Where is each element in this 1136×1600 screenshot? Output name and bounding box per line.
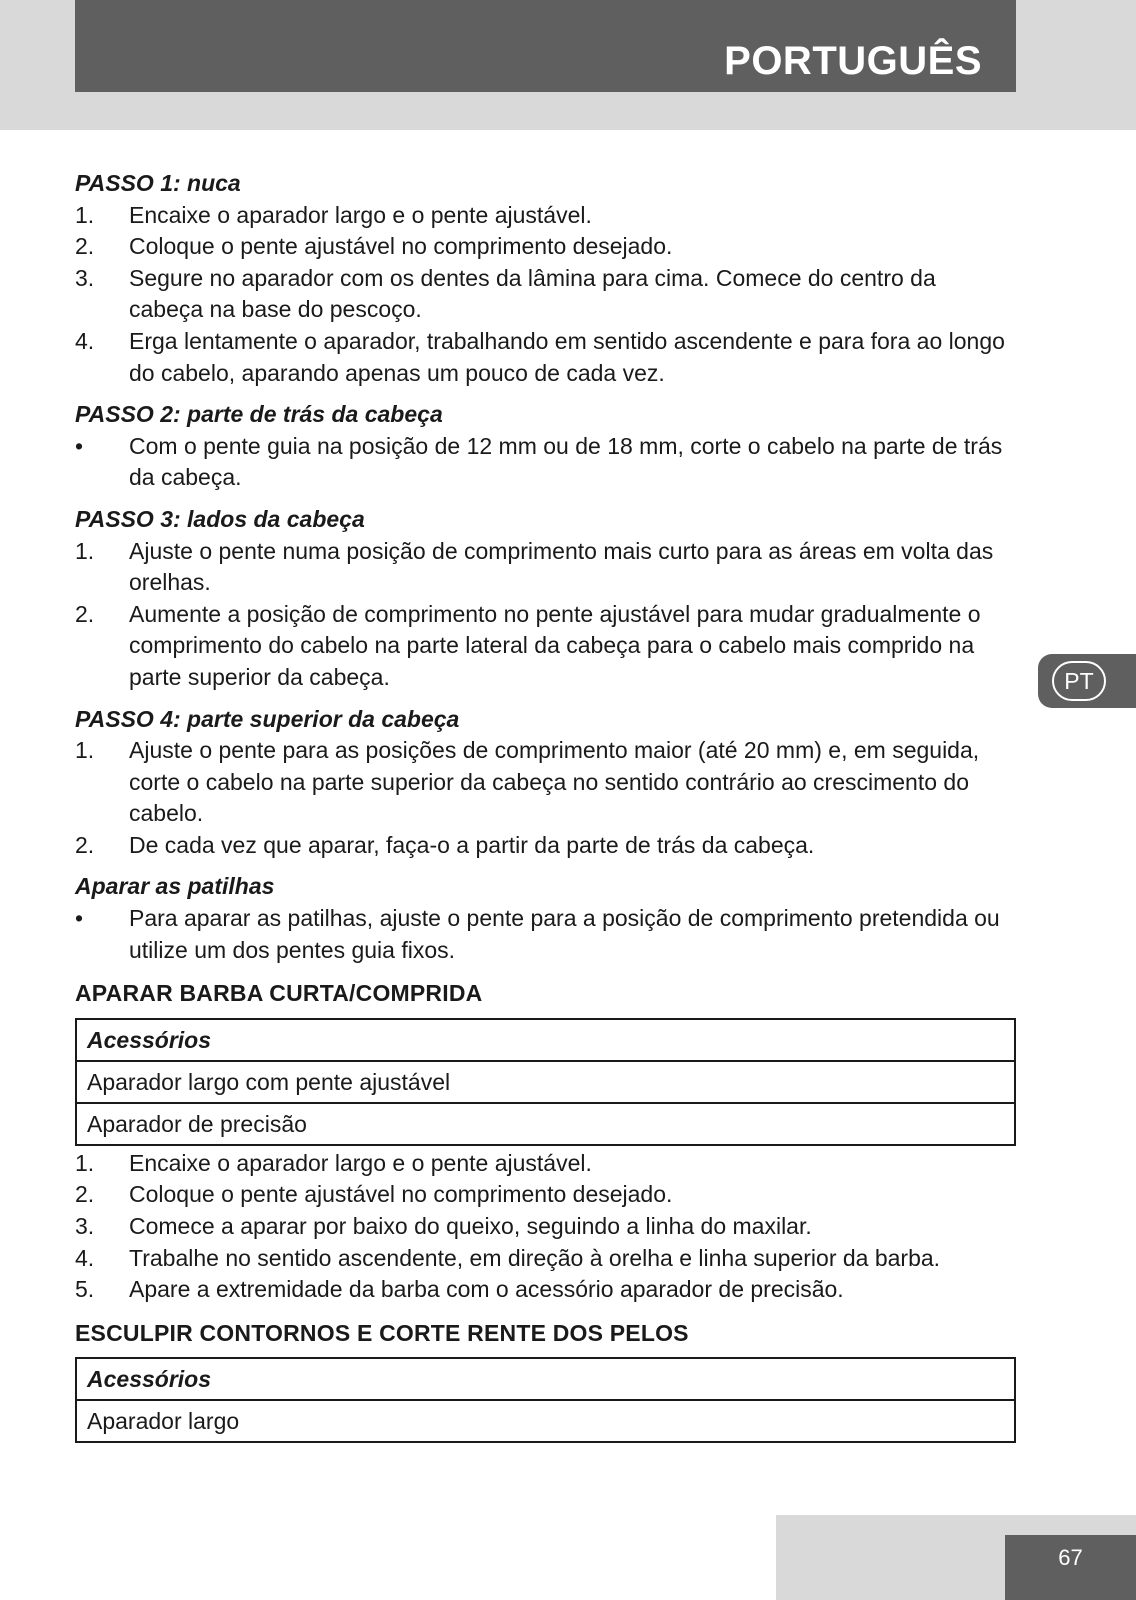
list-item	[75, 1148, 1020, 1180]
list-item	[75, 1243, 1020, 1275]
list-item	[75, 1179, 1020, 1211]
accessories-table	[75, 1357, 1016, 1443]
step-heading: Aparar as patilhas	[75, 873, 275, 900]
list-marker: 2.	[75, 233, 95, 260]
header-bar	[75, 0, 1016, 92]
header-title: PORTUGUÊS	[724, 39, 982, 83]
list-marker: 2.	[75, 600, 95, 627]
list-item	[75, 903, 1020, 966]
list-text: De cada vez que aparar, faça-o a partir da parte de trás da cabeça.	[129, 831, 815, 858]
list-marker: 1.	[75, 201, 95, 228]
list-item	[75, 231, 1020, 263]
list-text: Encaixe o aparador largo e o pente ajustável.	[129, 1149, 592, 1176]
list-text: Ajuste o pente numa posição de comprimento mais curto para as áreas em volta das orelhas.	[129, 537, 994, 596]
list-item	[75, 431, 1020, 494]
list-marker: 1.	[75, 1149, 95, 1176]
list-item	[75, 830, 1020, 862]
list-marker: 4.	[75, 1244, 95, 1271]
accessories-table	[75, 1018, 1016, 1146]
list-item	[75, 326, 1020, 389]
list-text: Coloque o pente ajustável no comprimento desejado.	[129, 1181, 673, 1208]
step-heading: PASSO 1: nuca	[75, 170, 241, 196]
list-item	[75, 1274, 1020, 1306]
list-marker: 3.	[75, 264, 95, 291]
section-heading: APARAR BARBA CURTA/COMPRIDA	[75, 980, 483, 1007]
document-body	[75, 168, 1020, 1443]
table-row: Aparador largo com pente ajustável	[77, 1060, 1014, 1102]
step-list	[75, 903, 1020, 966]
list-marker: 2.	[75, 831, 95, 858]
language-tab	[1038, 654, 1136, 708]
list-marker: 3.	[75, 1213, 95, 1240]
table-row: Aparador largo	[77, 1399, 1014, 1441]
list-text: Trabalhe no sentido ascendente, em direção à orelha e linha superior da barba.	[129, 1244, 941, 1271]
language-badge: PT	[1052, 661, 1106, 701]
page-number: 67	[1005, 1535, 1136, 1600]
list-text: Apare a extremidade da barba com o acessório aparador de precisão.	[129, 1276, 844, 1303]
list-marker: •	[75, 432, 84, 459]
step-list	[75, 735, 1020, 861]
list-text: Coloque o pente ajustável no comprimento desejado.	[129, 233, 673, 260]
list-marker: 1.	[75, 537, 95, 564]
step-list	[75, 536, 1020, 694]
list-text: Comece a aparar por baixo do queixo, seguindo a linha do maxilar.	[129, 1213, 812, 1240]
list-item	[75, 200, 1020, 232]
list-text: Segure no aparador com os dentes da lâmina para cima. Comece do centro da cabeça na base do pescoço.	[129, 264, 936, 323]
list-marker: •	[75, 905, 84, 932]
list-text: Erga lentamente o aparador, trabalhando em sentido ascendente e para fora ao longo do cabelo, aparando apenas um pouco de cada vez.	[129, 327, 1005, 386]
step-list	[75, 1148, 1020, 1306]
list-item	[75, 263, 1020, 326]
table-row: Aparador de precisão	[77, 1102, 1014, 1144]
list-marker: 4.	[75, 327, 95, 354]
list-marker: 1.	[75, 737, 95, 764]
list-item	[75, 599, 1020, 694]
section-heading: ESCULPIR CONTORNOS E CORTE RENTE DOS PELOS	[75, 1319, 689, 1346]
step-heading: PASSO 2: parte de trás da cabeça	[75, 401, 443, 428]
list-text: Ajuste o pente para as posições de comprimento maior (até 20 mm) e, em seguida, corte o cabelo na parte superior da cabeça no sentido contrário ao crescimento do cabelo.	[129, 737, 980, 827]
list-item	[75, 536, 1020, 599]
list-marker: 5.	[75, 1276, 95, 1303]
step-heading: PASSO 4: parte superior da cabeça	[75, 705, 460, 732]
list-item	[75, 735, 1020, 830]
list-text: Para aparar as patilhas, ajuste o pente para a posição de comprimento pretendida ou utilize um dos pentes guia fixos.	[129, 905, 1000, 963]
list-marker: 2.	[75, 1181, 95, 1208]
table-header: Acessórios	[87, 1026, 212, 1053]
list-text: Aumente a posição de comprimento no pente ajustável para mudar gradualmente o comprimento do cabelo na parte lateral da cabeça para o cabelo mais comprido na parte superior da cabeça.	[129, 600, 981, 690]
list-text: Com o pente guia na posição de 12 mm ou de 18 mm, corte o cabelo na parte de trás da cabeça.	[129, 432, 1003, 491]
step-heading: PASSO 3: lados da cabeça	[75, 505, 365, 532]
step-list	[75, 431, 1020, 494]
table-header: Acessórios	[87, 1366, 212, 1393]
step-list	[75, 200, 1020, 390]
list-item	[75, 1211, 1020, 1243]
list-text: Encaixe o aparador largo e o pente ajustável.	[129, 201, 592, 228]
